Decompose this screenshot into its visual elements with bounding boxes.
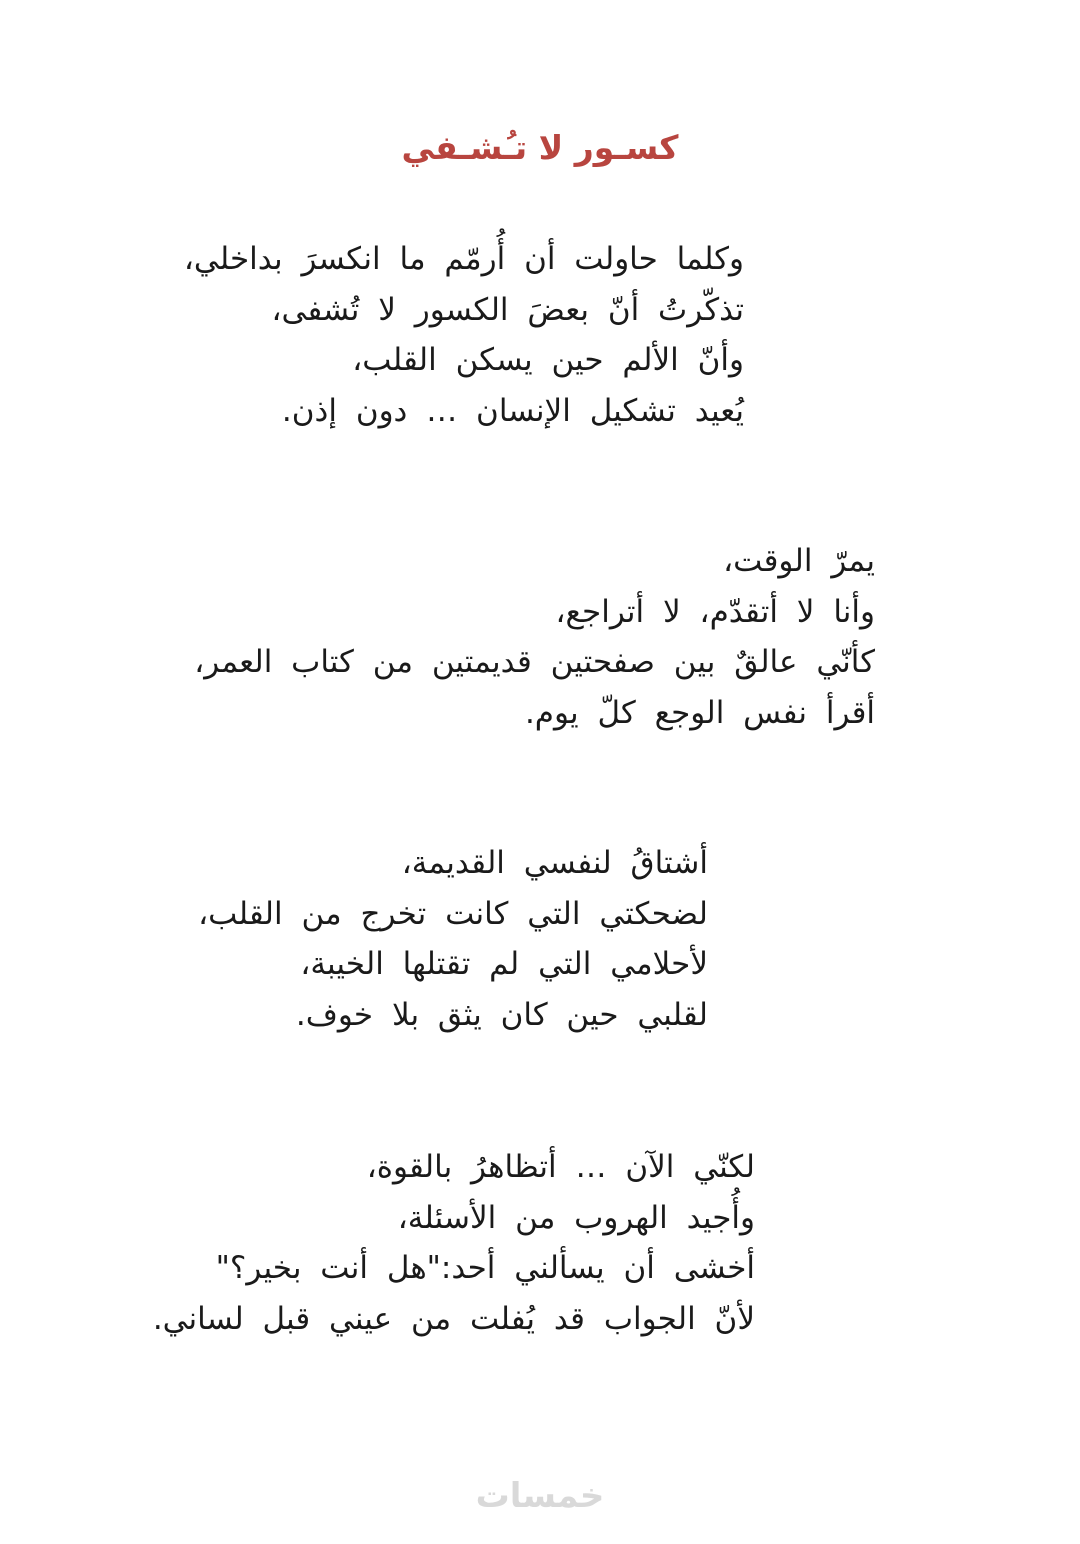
stanza-4	[153, 1142, 755, 1344]
watermark-logo: خمسات	[475, 1476, 605, 1516]
stanza-line: لضحكتي التي كانت تخرج من القلب،	[198, 895, 708, 932]
stanza-line: وكلما حاولت أن أُرمّم ما انكسرَ بداخلي،	[183, 241, 744, 277]
stanza-1	[184, 234, 744, 436]
poem-title: كسـور لا تـُشـفي	[401, 128, 679, 167]
stanza-line: أقرأ نفس الوجع كلّ يوم.	[524, 694, 875, 731]
stanza-2	[194, 536, 875, 738]
stanza-line: يمرّ الوقت،	[723, 543, 875, 579]
stanza-line: أشتاقُ لنفسي القديمة،	[401, 845, 708, 881]
stanza-line: وأُجيد الهروب من الأسئلة،	[397, 1199, 755, 1236]
stanza-line: كأنّي عالقٌ بين صفحتين قديمتين من كتاب العمر،	[194, 644, 875, 680]
stanza-line: لكنّي الآن … أتظاهرُ بالقوة،	[366, 1149, 755, 1185]
stanza-line: وأنا لا أتقدّم، لا أتراجع،	[555, 593, 875, 630]
stanza-line: لقلبي حين كان يثق بلا خوف.	[295, 996, 708, 1033]
stanza-line: لأنّ الجواب قد يُفلت من عيني قبل لساني.	[152, 1300, 755, 1337]
stanza-line: تذكّرتُ أنّ بعضَ الكسور لا تُشفى،	[271, 291, 744, 328]
stanza-3	[198, 838, 708, 1040]
stanza-line: يُعيد تشكيل الإنسان … دون إذن.	[281, 392, 744, 429]
stanza-line: وأنّ الألم حين يسكن القلب،	[352, 342, 744, 378]
stanza-line: لأحلامي التي لم تقتلها الخيبة،	[300, 946, 708, 982]
stanza-line: أخشى أن يسألني أحد:"هل أنت بخير؟"	[215, 1250, 755, 1286]
